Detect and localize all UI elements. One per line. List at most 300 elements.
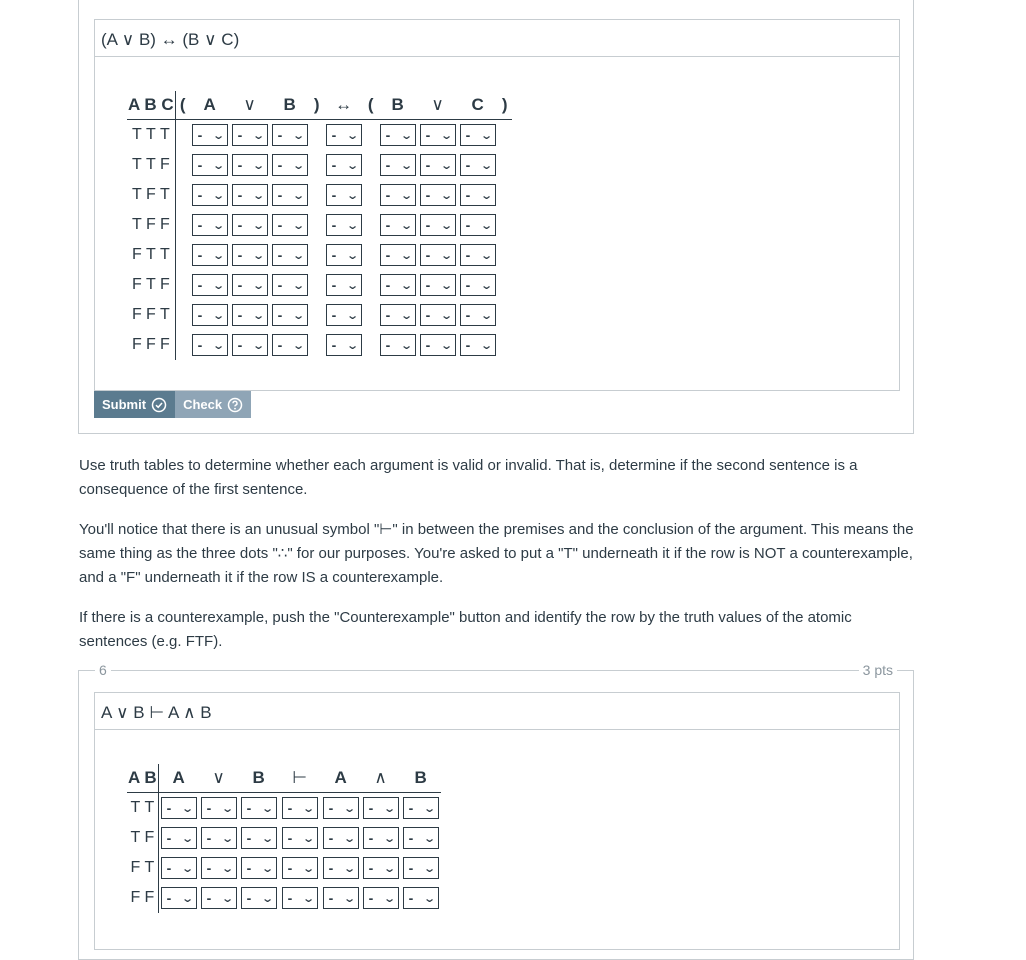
table-cell [230,240,270,270]
formula-header-cell: ∨ [199,764,239,793]
chevron-down-icon: ⌄ [212,309,226,322]
formula-header-cell: ( [364,91,378,120]
truth-value-select[interactable] [272,274,308,296]
table-cell [175,210,190,240]
truth-value-select[interactable] [272,154,308,176]
chevron-down-icon: ⌄ [292,129,306,142]
chevron-down-icon: ⌄ [292,189,306,202]
table-cell [401,823,441,853]
chevron-down-icon: ⌄ [261,862,275,875]
chevron-down-icon: ⌄ [181,892,195,905]
table-cell [175,120,190,151]
table-cell [175,270,190,300]
table-cell [401,793,441,824]
truth-value-select[interactable] [323,887,359,909]
select-value: - [197,157,203,173]
atom-value: T [131,126,142,143]
submit-button[interactable] [94,391,175,418]
truth-value-select[interactable] [363,857,399,879]
truth-value-select[interactable] [282,797,318,819]
truth-value-select[interactable] [420,184,456,206]
truth-value-select[interactable] [201,887,237,909]
chevron-down-icon: ⌄ [302,862,316,875]
truth-value-select[interactable] [232,184,268,206]
formula-header-cell: ( [175,91,190,120]
select-value: - [465,337,471,353]
row-atom-values [127,180,175,210]
formula-header-cell: A [321,764,361,793]
truth-value-select[interactable] [420,154,456,176]
truth-value-select[interactable] [232,214,268,236]
chevron-down-icon: ⌄ [346,189,360,202]
truth-value-select[interactable] [192,334,228,356]
truth-value-select[interactable] [161,827,197,849]
table-cell [324,150,364,180]
table-cell [321,793,361,824]
table-row [127,330,512,360]
table-cell [230,180,270,210]
chevron-down-icon: ⌄ [383,802,397,815]
table-cell [239,883,279,913]
select-value: - [287,860,293,876]
chevron-down-icon: ⌄ [440,279,454,292]
select-value: - [277,277,283,293]
truth-value-select[interactable] [272,334,308,356]
table-cell [458,120,498,151]
check-button[interactable] [175,391,251,418]
truth-value-select[interactable] [403,827,439,849]
truth-value-select[interactable] [272,214,308,236]
select-value: - [331,127,337,143]
truth-value-select[interactable] [272,304,308,326]
chevron-down-icon: ⌄ [252,309,266,322]
atom-value: T [131,156,142,173]
truth-value-select[interactable] [380,184,416,206]
truth-value-select[interactable] [232,304,268,326]
table-cell [310,180,324,210]
truth-table [127,764,441,913]
select-value: - [465,127,471,143]
atom-value: F [131,276,142,293]
table-cell [418,300,458,330]
table-row [127,180,512,210]
select-value: - [166,860,172,876]
chevron-down-icon: ⌄ [383,862,397,875]
truth-value-select[interactable] [363,827,399,849]
table-row [127,210,512,240]
chevron-down-icon: ⌄ [400,339,414,352]
select-value: - [331,217,337,233]
table-cell [175,330,190,360]
truth-value-select[interactable] [161,887,197,909]
atom-value: F [144,829,155,846]
chevron-down-icon: ⌄ [181,832,195,845]
chevron-down-icon: ⌄ [252,219,266,232]
formula-header-cell: C [458,91,498,120]
truth-value-select[interactable] [241,887,277,909]
chevron-down-icon: ⌄ [400,189,414,202]
select-value: - [368,860,374,876]
truth-value-select[interactable] [380,154,416,176]
chevron-down-icon: ⌄ [383,832,397,845]
select-value: - [328,890,334,906]
select-value: - [425,217,431,233]
truth-value-select[interactable] [380,124,416,146]
select-value: - [328,830,334,846]
chevron-down-icon: ⌄ [423,892,437,905]
table-row [127,300,512,330]
table-cell [321,823,361,853]
select-value: - [237,307,243,323]
truth-table [127,91,512,360]
truth-value-select[interactable] [326,184,362,206]
truth-value-select[interactable] [326,154,362,176]
chevron-down-icon: ⌄ [480,339,494,352]
table-cell [199,793,239,824]
chevron-down-icon: ⌄ [252,249,266,262]
select-value: - [206,830,212,846]
select-value: - [287,830,293,846]
formula-header-cell: A [158,764,199,793]
truth-value-select[interactable] [460,244,496,266]
select-value: - [287,890,293,906]
select-value: - [425,337,431,353]
formula-header-cell: ⊢ [279,764,321,793]
table-cell [378,270,418,300]
select-value: - [277,157,283,173]
table-cell [364,180,378,210]
check-label: Check [183,397,223,412]
chevron-down-icon: ⌄ [302,892,316,905]
chevron-down-icon: ⌄ [261,832,275,845]
select-value: - [425,157,431,173]
question-6 [78,662,914,960]
select-value: - [385,127,391,143]
formula-header-cell: B [239,764,279,793]
truth-value-select[interactable] [282,887,318,909]
row-atom-values [127,240,175,270]
atom-value: F [130,889,141,906]
truth-value-select[interactable] [460,124,496,146]
chevron-down-icon: ⌄ [480,129,494,142]
row-atom-values [127,823,158,853]
truth-value-select[interactable] [363,797,399,819]
truth-value-select[interactable] [326,214,362,236]
table-cell [175,180,190,210]
chevron-down-icon: ⌄ [221,862,235,875]
row-atom-values [127,120,175,151]
atom-value: F [130,859,141,876]
chevron-down-icon: ⌄ [400,129,414,142]
truth-value-select[interactable] [282,827,318,849]
truth-value-select[interactable] [201,827,237,849]
truth-value-select[interactable] [241,857,277,879]
formula-header-cell: B [401,764,441,793]
chevron-down-icon: ⌄ [400,309,414,322]
question-5 [78,0,914,434]
select-value: - [277,247,283,263]
select-value: - [331,157,337,173]
select-value: - [465,307,471,323]
truth-value-select[interactable] [380,214,416,236]
select-value: - [465,277,471,293]
table-row [127,120,512,151]
table-cell [190,240,230,270]
table-cell [364,270,378,300]
table-cell [418,180,458,210]
truth-value-select[interactable] [460,334,496,356]
truth-value-select[interactable] [403,857,439,879]
chevron-down-icon: ⌄ [343,802,357,815]
select-value: - [197,187,203,203]
formula-header-cell: ↔ [324,91,364,120]
table-cell [270,150,310,180]
check-circle-icon [151,397,167,413]
row-atom-values [127,270,175,300]
question-actions [94,391,251,418]
table-cell [498,150,512,180]
question-sentence: A ∨ B ⊢ A ∧ B [94,692,900,730]
truth-value-select[interactable] [161,797,197,819]
table-cell [324,180,364,210]
truth-value-select[interactable] [460,154,496,176]
table-cell [364,300,378,330]
chevron-down-icon: ⌄ [212,279,226,292]
truth-value-select[interactable] [420,214,456,236]
table-cell [230,120,270,151]
truth-value-select[interactable] [420,244,456,266]
table-cell [324,210,364,240]
truth-value-select[interactable] [380,244,416,266]
truth-value-select[interactable] [460,304,496,326]
chevron-down-icon: ⌄ [343,892,357,905]
truth-value-select[interactable] [232,334,268,356]
select-value: - [408,890,414,906]
chevron-down-icon: ⌄ [181,802,195,815]
atom-value: T [130,799,141,816]
table-cell [498,210,512,240]
truth-value-select[interactable] [232,154,268,176]
select-value: - [408,800,414,816]
chevron-down-icon: ⌄ [292,279,306,292]
table-cell [364,120,378,151]
truth-value-select[interactable] [272,244,308,266]
select-value: - [385,187,391,203]
chevron-down-icon: ⌄ [440,189,454,202]
atom-value: F [131,246,142,263]
truth-value-select[interactable] [460,214,496,236]
chevron-down-icon: ⌄ [343,832,357,845]
atom-value: T [144,799,155,816]
truth-value-select[interactable] [403,887,439,909]
table-cell [230,150,270,180]
truth-value-select[interactable] [323,797,359,819]
truth-value-select[interactable] [323,827,359,849]
truth-value-select[interactable] [326,124,362,146]
table-cell [458,210,498,240]
table-cell [270,330,310,360]
truth-value-select[interactable] [192,214,228,236]
table-cell [498,120,512,151]
chevron-down-icon: ⌄ [261,892,275,905]
chevron-down-icon: ⌄ [252,189,266,202]
select-value: - [206,860,212,876]
chevron-down-icon: ⌄ [440,339,454,352]
chevron-down-icon: ⌄ [400,159,414,172]
chevron-down-icon: ⌄ [343,862,357,875]
formula-header-cell: ∧ [361,764,401,793]
table-cell [279,883,321,913]
table-row [127,883,441,913]
truth-value-select[interactable] [201,797,237,819]
atom-value: F [159,156,170,173]
select-value: - [465,187,471,203]
chevron-down-icon: ⌄ [302,832,316,845]
truth-value-select[interactable] [192,274,228,296]
chevron-down-icon: ⌄ [221,892,235,905]
truth-value-select[interactable] [192,124,228,146]
select-value: - [197,217,203,233]
table-cell [199,853,239,883]
chevron-down-icon: ⌄ [346,249,360,262]
atom-value: T [145,246,156,263]
truth-value-select[interactable] [232,244,268,266]
atom-value: F [159,216,170,233]
truth-value-select[interactable] [326,244,362,266]
table-cell [418,210,458,240]
select-value: - [425,307,431,323]
select-value: - [277,217,283,233]
select-value: - [385,157,391,173]
select-value: - [246,830,252,846]
table-cell [418,240,458,270]
select-value: - [166,800,172,816]
truth-value-select[interactable] [326,334,362,356]
truth-value-select[interactable] [326,274,362,296]
chevron-down-icon: ⌄ [480,159,494,172]
table-cell [199,823,239,853]
atom-value: T [144,859,155,876]
table-row [127,150,512,180]
atom-value: F [145,216,156,233]
chevron-down-icon: ⌄ [400,249,414,262]
atom-header: A B [127,764,158,793]
truth-value-select[interactable] [201,857,237,879]
truth-value-select[interactable] [460,274,496,296]
truth-value-select[interactable] [420,274,456,296]
truth-value-select[interactable] [380,274,416,296]
table-cell [310,270,324,300]
table-row [127,240,512,270]
atom-value: T [130,829,141,846]
table-cell [321,883,361,913]
instructions [79,454,917,670]
chevron-down-icon: ⌄ [440,249,454,262]
truth-value-select[interactable] [420,334,456,356]
table-cell [498,330,512,360]
chevron-down-icon: ⌄ [212,129,226,142]
truth-value-select[interactable] [420,304,456,326]
select-value: - [277,337,283,353]
truth-value-select[interactable] [161,857,197,879]
select-value: - [368,890,374,906]
table-cell [279,853,321,883]
truth-value-select[interactable] [232,274,268,296]
truth-value-select[interactable] [380,334,416,356]
truth-value-select[interactable] [420,124,456,146]
chevron-down-icon: ⌄ [480,249,494,262]
select-value: - [237,277,243,293]
truth-value-select[interactable] [282,857,318,879]
chevron-down-icon: ⌄ [292,219,306,232]
table-cell [364,330,378,360]
truth-value-select[interactable] [460,184,496,206]
truth-value-select[interactable] [232,124,268,146]
truth-value-select[interactable] [192,154,228,176]
chevron-down-icon: ⌄ [252,279,266,292]
table-cell [418,120,458,151]
truth-value-select[interactable] [272,124,308,146]
select-value: - [277,127,283,143]
select-value: - [465,157,471,173]
chevron-down-icon: ⌄ [480,279,494,292]
chevron-down-icon: ⌄ [346,339,360,352]
formula-header-cell: ∨ [230,91,270,120]
select-value: - [465,217,471,233]
formula-header-cell: ) [310,91,324,120]
select-value: - [331,307,337,323]
truth-value-select[interactable] [241,827,277,849]
formula-header-cell: ∨ [418,91,458,120]
table-cell [324,300,364,330]
chevron-down-icon: ⌄ [423,832,437,845]
table-cell [310,240,324,270]
question-sentence: (A ∨ B) ↔ (B ∨ C) [94,19,900,57]
truth-value-select[interactable] [272,184,308,206]
truth-value-select[interactable] [380,304,416,326]
truth-value-select[interactable] [192,184,228,206]
select-value: - [237,337,243,353]
select-value: - [246,890,252,906]
table-cell [378,210,418,240]
select-value: - [287,800,293,816]
truth-value-select[interactable] [241,797,277,819]
table-cell [239,853,279,883]
table-cell [270,240,310,270]
table-cell [498,240,512,270]
chevron-down-icon: ⌄ [292,309,306,322]
row-atom-values [127,853,158,883]
table-cell [378,180,418,210]
truth-value-select[interactable] [323,857,359,879]
select-value: - [385,277,391,293]
chevron-down-icon: ⌄ [480,189,494,202]
truth-value-select[interactable] [403,797,439,819]
chevron-down-icon: ⌄ [212,339,226,352]
select-value: - [328,860,334,876]
select-value: - [197,247,203,263]
table-cell [418,150,458,180]
truth-value-select[interactable] [192,304,228,326]
truth-value-select[interactable] [326,304,362,326]
truth-value-select[interactable] [192,244,228,266]
table-cell [230,300,270,330]
truth-value-select[interactable] [363,887,399,909]
formula-header-cell: A [190,91,230,120]
row-atom-values [127,793,158,824]
table-cell [190,210,230,240]
table-cell [310,210,324,240]
